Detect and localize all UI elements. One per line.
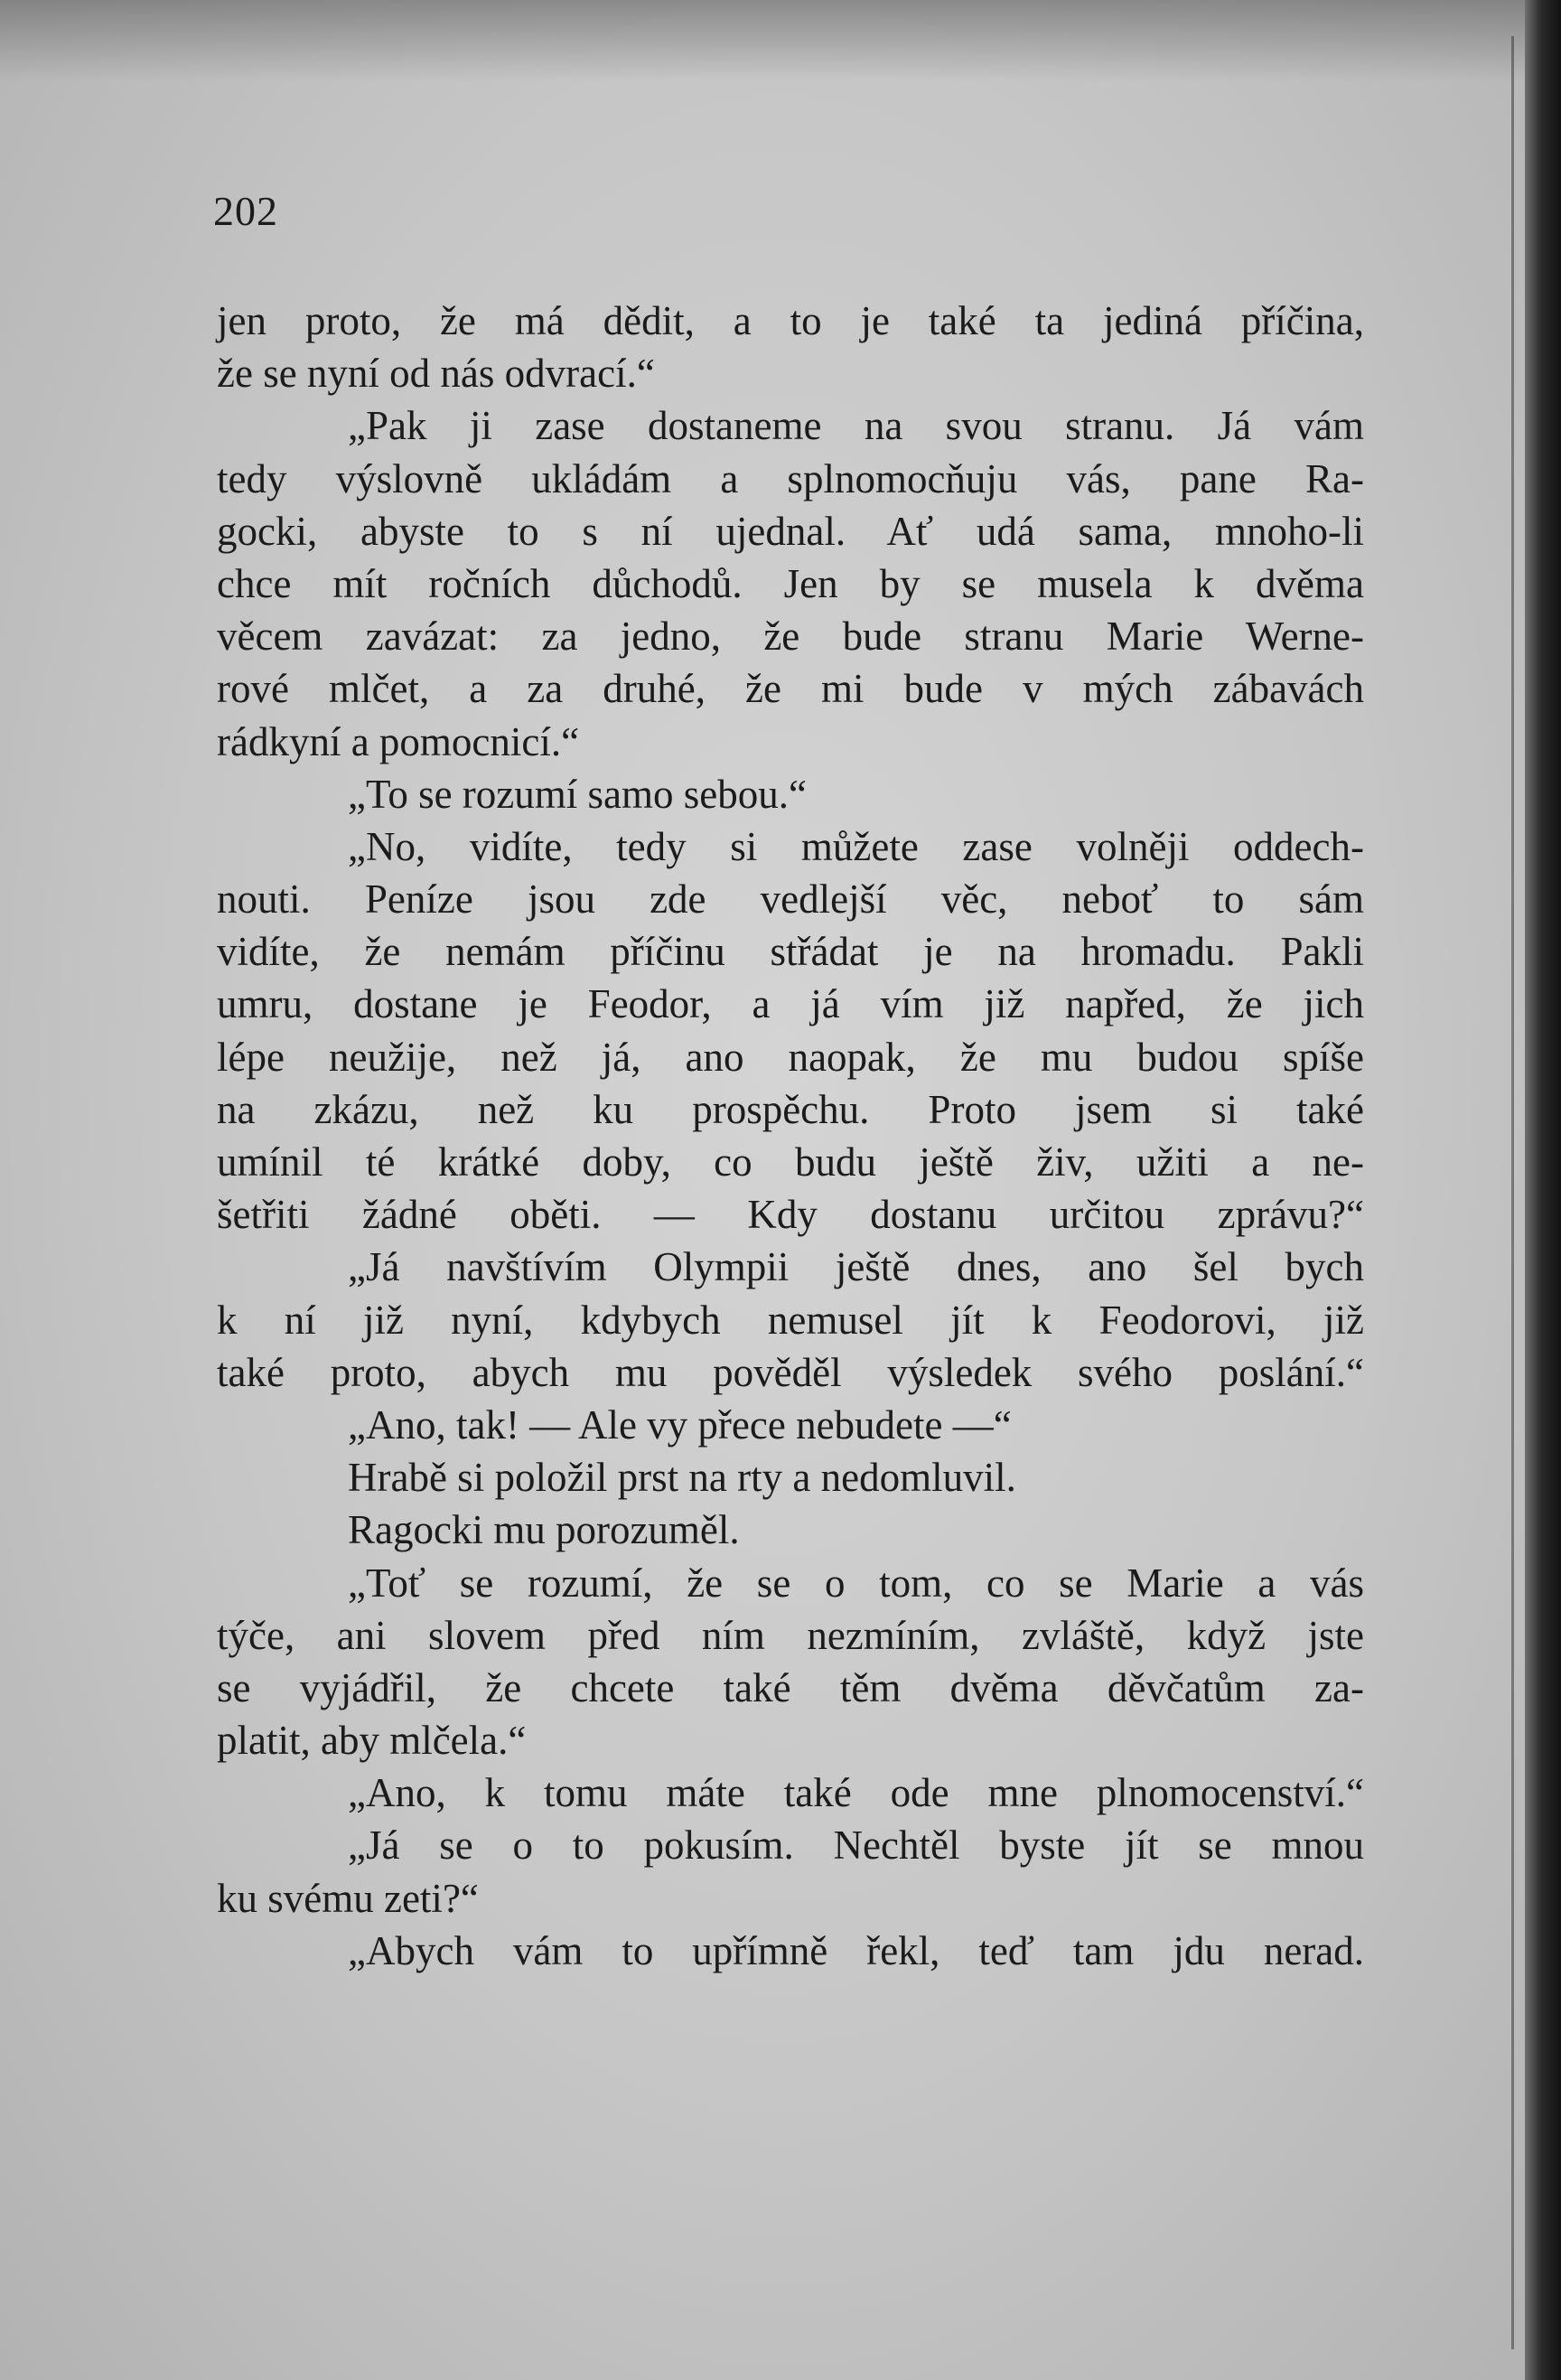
text-line: „No, vidíte, tedy si můžete zase volněji oddech- xyxy=(348,823,1364,869)
page-gutter-line xyxy=(1511,36,1514,2349)
scan-shadow-top xyxy=(0,0,1561,81)
text-line: „Já navštívím Olympii ještě dnes, ano šel bych xyxy=(348,1244,1364,1290)
text-line: gocki, abyste to s ní ujednal. Ať udá sama, mnoho-li xyxy=(217,508,1364,554)
text-line: „Abych vám to upřímně řekl, teď tam jdu nerad. xyxy=(348,1927,1364,1973)
text-line: „Já se o to pokusím. Nechtěl byste jít se mnou xyxy=(348,1822,1364,1869)
text-line: „Pak ji zase dostaneme na svou stranu. Já vám xyxy=(348,403,1364,449)
text-line: ku svému zeti?“ xyxy=(217,1875,479,1921)
text-line: „To se rozumí samo sebou.“ xyxy=(348,771,807,817)
text-line: rové mlčet, a za druhé, že mi bude v mých zábavách xyxy=(217,666,1364,712)
text-line: chce mít ročních důchodů. Jen by se musela k dvěma xyxy=(217,560,1364,606)
text-line: „Ano, k tomu máte také ode mne plnomocenství.“ xyxy=(348,1770,1364,1816)
text-line: tedy výslovně ukládám a splnomocňuju vás, pane Ra- xyxy=(217,455,1364,501)
page-number: 202 xyxy=(213,188,278,234)
text-line: k ní již nyní, kdybych nemusel jít k Feodorovi, již xyxy=(217,1297,1364,1343)
text-line: umru, dostane je Feodor, a já vím již napřed, že jich xyxy=(217,981,1364,1027)
text-line: Ragocki mu porozuměl. xyxy=(348,1507,740,1553)
text-line: rádkyní a pomocnicí.“ xyxy=(217,718,580,764)
text-line: umínil té krátké doby, co budu ještě živ, užiti a ne- xyxy=(217,1139,1364,1185)
text-line: šetřiti žádné oběti. — Kdy dostanu určitou zprávu?“ xyxy=(217,1192,1364,1238)
text-line: platit, aby mlčela.“ xyxy=(217,1718,527,1764)
text-line: na zkázu, než ku prospěchu. Proto jsem si také xyxy=(217,1086,1364,1132)
text-line: nouti. Peníze jsou zde vedlejší věc, neboť to sám xyxy=(217,876,1364,923)
text-line: „Ano, tak! — Ale vy přece nebudete —“ xyxy=(348,1401,1012,1448)
text-line: „Toť se rozumí, že se o tom, co se Marie a vás xyxy=(348,1560,1364,1606)
body-text xyxy=(217,295,1364,1977)
text-line: také proto, abych mu pověděl výsledek svého poslání.“ xyxy=(217,1349,1364,1395)
text-line: týče, ani slovem před ním nezmíním, zvláště, když jste xyxy=(217,1612,1364,1658)
page-edge xyxy=(1525,0,1561,2380)
text-line: že se nyní od nás odvrací.“ xyxy=(217,351,655,397)
text-line: Hrabě si položil prst na rty a nedomluvil. xyxy=(348,1455,1016,1501)
text-line: se vyjádřil, že chcete také těm dvěma děvčatům za- xyxy=(217,1664,1364,1710)
text-line: vidíte, že nemám příčinu střádat je na hromadu. Pakli xyxy=(217,929,1364,975)
text-line: věcem zavázat: za jedno, že bude stranu Marie Werne- xyxy=(217,614,1364,660)
text-line: lépe neužije, než já, ano naopak, že mu budou spíše xyxy=(217,1034,1364,1080)
text-line: jen proto, že má dědit, a to je také ta jediná příčina, xyxy=(217,298,1364,343)
